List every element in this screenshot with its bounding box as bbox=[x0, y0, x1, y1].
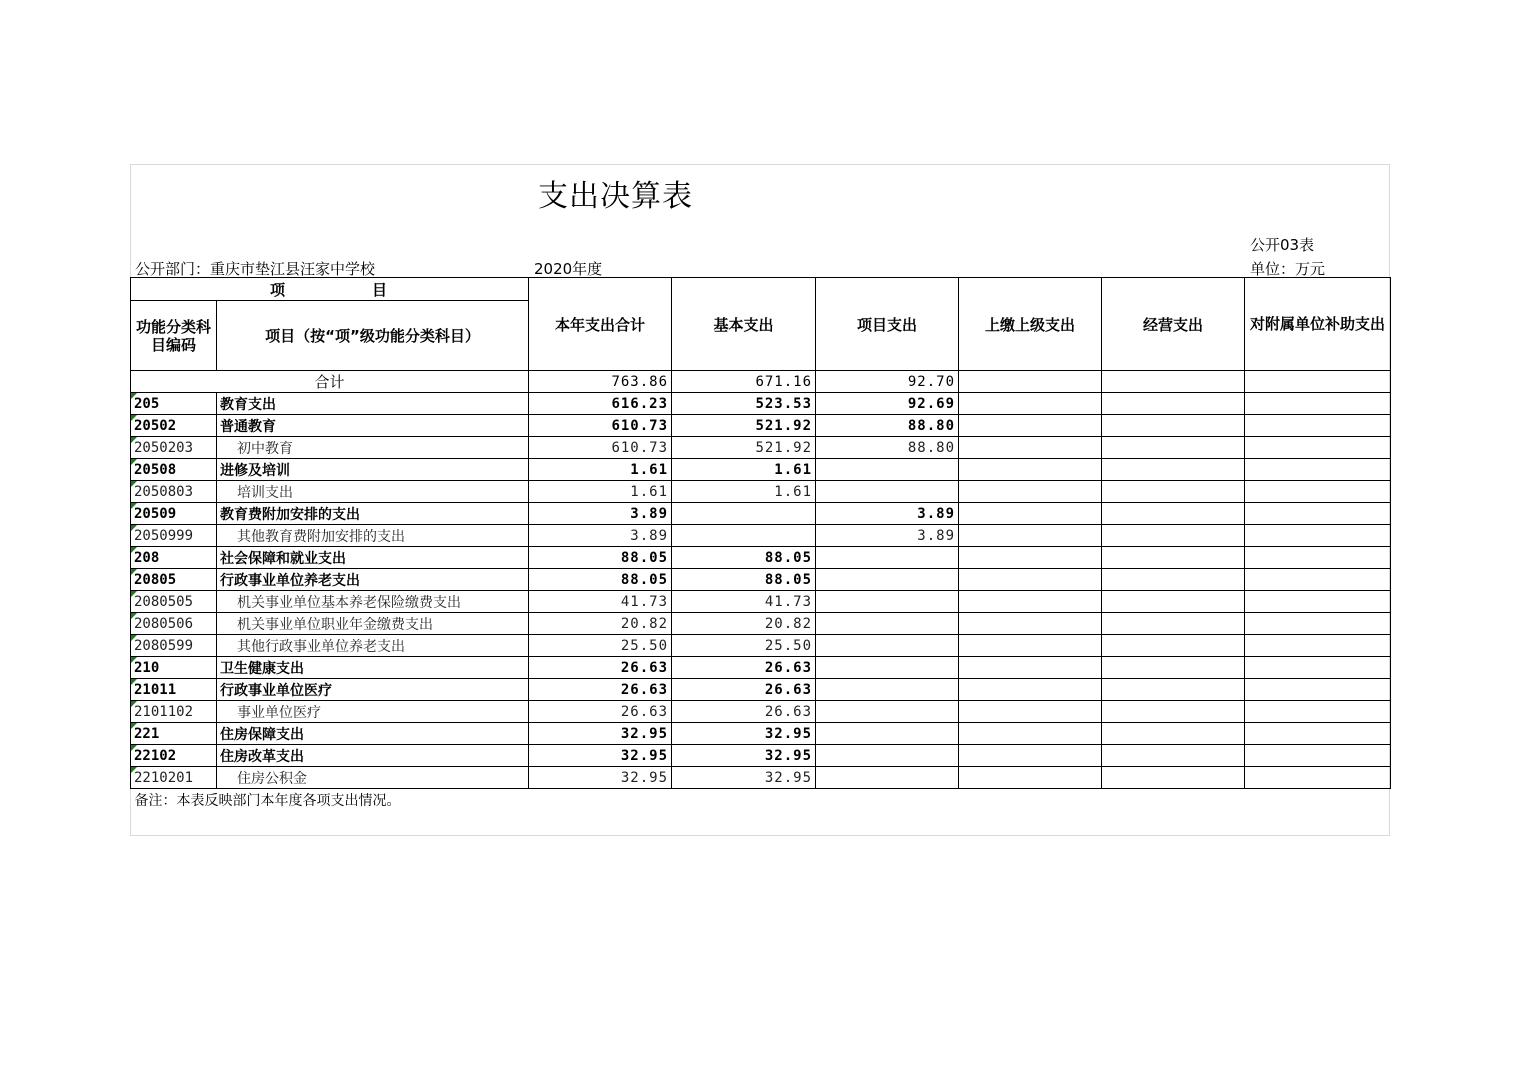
row-subsidy bbox=[1245, 657, 1391, 679]
row-basic bbox=[672, 525, 816, 547]
row-total: 3.89 bbox=[529, 525, 672, 547]
row-code bbox=[131, 547, 217, 569]
row-business bbox=[1102, 767, 1245, 789]
row-total: 26.63 bbox=[529, 679, 672, 701]
row-subsidy bbox=[1245, 547, 1391, 569]
form-number: 公开03表 bbox=[1250, 236, 1315, 254]
row-business bbox=[1102, 481, 1245, 503]
row-code bbox=[131, 415, 217, 437]
row-project bbox=[816, 459, 959, 481]
row-code-text: 2050203 bbox=[134, 439, 194, 456]
row-name: 住房保障支出 bbox=[217, 723, 529, 745]
row-project bbox=[816, 657, 959, 679]
row-basic: 521.92 bbox=[672, 437, 816, 459]
row-project bbox=[816, 701, 959, 723]
row-upper bbox=[959, 591, 1102, 613]
row-subsidy bbox=[1245, 635, 1391, 657]
row-project: 3.89 bbox=[816, 503, 959, 525]
row-code bbox=[131, 613, 217, 635]
row-project bbox=[816, 613, 959, 635]
row-basic: 20.82 bbox=[672, 613, 816, 635]
row-code-text: 2080506 bbox=[134, 615, 194, 632]
row-business bbox=[1102, 723, 1245, 745]
row-code bbox=[131, 701, 217, 723]
row-code-text: 205 bbox=[134, 395, 160, 412]
row-subsidy bbox=[1245, 415, 1391, 437]
row-project bbox=[816, 745, 959, 767]
table-row bbox=[131, 591, 1391, 613]
row-total: 41.73 bbox=[529, 591, 672, 613]
row-basic: 32.95 bbox=[672, 745, 816, 767]
row-subsidy bbox=[1245, 503, 1391, 525]
row-total: 1.61 bbox=[529, 481, 672, 503]
row-name: 普通教育 bbox=[217, 415, 529, 437]
row-code-text: 2101102 bbox=[134, 703, 194, 720]
cell-marker-icon bbox=[131, 481, 137, 487]
row-business bbox=[1102, 569, 1245, 591]
row-code bbox=[131, 723, 217, 745]
row-code bbox=[131, 569, 217, 591]
row-code-text: 221 bbox=[134, 725, 160, 742]
row-code-text: 2210201 bbox=[134, 769, 194, 786]
row-upper bbox=[959, 745, 1102, 767]
row-total: 32.95 bbox=[529, 745, 672, 767]
row-business bbox=[1102, 415, 1245, 437]
table-note: 备注：本表反映部门本年度各项支出情况。 bbox=[131, 789, 1391, 811]
row-code-text: 20509 bbox=[134, 505, 177, 522]
row-upper bbox=[959, 525, 1102, 547]
row-code bbox=[131, 525, 217, 547]
total-upper bbox=[959, 371, 1102, 393]
row-name: 住房改革支出 bbox=[217, 745, 529, 767]
row-total: 20.82 bbox=[529, 613, 672, 635]
row-business bbox=[1102, 679, 1245, 701]
cell-marker-icon bbox=[131, 701, 137, 707]
cell-marker-icon bbox=[131, 591, 137, 597]
row-project: 88.80 bbox=[816, 437, 959, 459]
row-subsidy bbox=[1245, 723, 1391, 745]
total-business bbox=[1102, 371, 1245, 393]
row-basic: 88.05 bbox=[672, 547, 816, 569]
row-basic: 26.63 bbox=[672, 679, 816, 701]
total-basic: 671.16 bbox=[672, 371, 816, 393]
row-subsidy bbox=[1245, 679, 1391, 701]
row-name: 培训支出 bbox=[217, 481, 529, 503]
table-row bbox=[131, 547, 1391, 569]
row-business bbox=[1102, 525, 1245, 547]
header-name: 项目（按“项”级功能分类科目） bbox=[217, 301, 529, 371]
row-code bbox=[131, 657, 217, 679]
row-name: 住房公积金 bbox=[217, 767, 529, 789]
table-row bbox=[131, 745, 1391, 767]
row-code bbox=[131, 437, 217, 459]
row-total: 26.63 bbox=[529, 701, 672, 723]
cell-marker-icon bbox=[131, 525, 137, 531]
row-name: 教育费附加安排的支出 bbox=[217, 503, 529, 525]
table-row bbox=[131, 613, 1391, 635]
row-total: 88.05 bbox=[529, 569, 672, 591]
cell-marker-icon bbox=[131, 393, 137, 399]
row-code-text: 208 bbox=[134, 549, 160, 566]
total-label: 合计 bbox=[131, 371, 529, 393]
total-project: 92.70 bbox=[816, 371, 959, 393]
page-title: 支出决算表 bbox=[538, 179, 693, 214]
row-basic: 88.05 bbox=[672, 569, 816, 591]
row-code bbox=[131, 459, 217, 481]
row-project bbox=[816, 679, 959, 701]
cell-marker-icon bbox=[131, 613, 137, 619]
table-row bbox=[131, 525, 1391, 547]
row-code-text: 2080599 bbox=[134, 637, 194, 654]
row-code-text: 21011 bbox=[134, 681, 177, 698]
row-basic: 25.50 bbox=[672, 635, 816, 657]
row-subsidy bbox=[1245, 459, 1391, 481]
table-row bbox=[131, 657, 1391, 679]
row-business bbox=[1102, 503, 1245, 525]
row-basic: 523.53 bbox=[672, 393, 816, 415]
cell-marker-icon bbox=[131, 745, 137, 751]
row-business bbox=[1102, 701, 1245, 723]
row-subsidy bbox=[1245, 745, 1391, 767]
row-upper bbox=[959, 415, 1102, 437]
cell-marker-icon bbox=[131, 723, 137, 729]
expenditure-table bbox=[130, 277, 1391, 811]
cell-marker-icon bbox=[131, 767, 137, 773]
row-code-text: 2050999 bbox=[134, 527, 194, 544]
row-name: 卫生健康支出 bbox=[217, 657, 529, 679]
header-basic: 基本支出 bbox=[672, 278, 816, 371]
row-basic: 32.95 bbox=[672, 723, 816, 745]
row-upper bbox=[959, 437, 1102, 459]
row-business bbox=[1102, 459, 1245, 481]
row-name: 教育支出 bbox=[217, 393, 529, 415]
row-subsidy bbox=[1245, 525, 1391, 547]
cell-marker-icon bbox=[131, 437, 137, 443]
row-basic: 1.61 bbox=[672, 481, 816, 503]
row-total: 610.73 bbox=[529, 437, 672, 459]
row-name: 社会保障和就业支出 bbox=[217, 547, 529, 569]
row-name: 机关事业单位基本养老保险缴费支出 bbox=[217, 591, 529, 613]
cell-marker-icon bbox=[131, 679, 137, 685]
row-business bbox=[1102, 547, 1245, 569]
table-row bbox=[131, 459, 1391, 481]
cell-marker-icon bbox=[131, 503, 137, 509]
row-basic: 1.61 bbox=[672, 459, 816, 481]
header-total: 本年支出合计 bbox=[529, 278, 672, 371]
row-basic bbox=[672, 503, 816, 525]
unit-label: 单位：万元 bbox=[1250, 260, 1326, 278]
row-upper bbox=[959, 635, 1102, 657]
row-name: 机关事业单位职业年金缴费支出 bbox=[217, 613, 529, 635]
table-row bbox=[131, 701, 1391, 723]
cell-marker-icon bbox=[131, 547, 137, 553]
row-project: 92.69 bbox=[816, 393, 959, 415]
row-total: 32.95 bbox=[529, 723, 672, 745]
table-row bbox=[131, 635, 1391, 657]
year-label: 2020年度 bbox=[534, 260, 603, 278]
row-business bbox=[1102, 437, 1245, 459]
row-upper bbox=[959, 613, 1102, 635]
row-upper bbox=[959, 393, 1102, 415]
row-code bbox=[131, 767, 217, 789]
row-subsidy bbox=[1245, 393, 1391, 415]
row-name: 行政事业单位养老支出 bbox=[217, 569, 529, 591]
row-upper bbox=[959, 503, 1102, 525]
row-basic: 26.63 bbox=[672, 657, 816, 679]
row-name: 其他教育费附加安排的支出 bbox=[217, 525, 529, 547]
cell-marker-icon bbox=[131, 415, 137, 421]
row-code-text: 20502 bbox=[134, 417, 177, 434]
row-upper bbox=[959, 569, 1102, 591]
row-code-text: 210 bbox=[134, 659, 160, 676]
row-subsidy bbox=[1245, 569, 1391, 591]
row-total: 1.61 bbox=[529, 459, 672, 481]
row-basic: 26.63 bbox=[672, 701, 816, 723]
header-upper: 上缴上级支出 bbox=[959, 278, 1102, 371]
row-code bbox=[131, 393, 217, 415]
row-total: 25.50 bbox=[529, 635, 672, 657]
row-total: 610.73 bbox=[529, 415, 672, 437]
row-project: 3.89 bbox=[816, 525, 959, 547]
table-row bbox=[131, 437, 1391, 459]
cell-marker-icon bbox=[131, 657, 137, 663]
row-subsidy bbox=[1245, 591, 1391, 613]
row-business bbox=[1102, 635, 1245, 657]
row-basic: 521.92 bbox=[672, 415, 816, 437]
row-business bbox=[1102, 745, 1245, 767]
cell-marker-icon bbox=[131, 459, 137, 465]
row-business bbox=[1102, 613, 1245, 635]
table-row bbox=[131, 481, 1391, 503]
row-code bbox=[131, 679, 217, 701]
row-code-text: 20508 bbox=[134, 461, 177, 478]
row-name: 其他行政事业单位养老支出 bbox=[217, 635, 529, 657]
row-name: 事业单位医疗 bbox=[217, 701, 529, 723]
department-label: 公开部门：重庆市垫江县汪家中学校 bbox=[135, 260, 376, 278]
row-code bbox=[131, 481, 217, 503]
header-business: 经营支出 bbox=[1102, 278, 1245, 371]
row-upper bbox=[959, 481, 1102, 503]
table-row bbox=[131, 679, 1391, 701]
row-total: 32.95 bbox=[529, 767, 672, 789]
row-project bbox=[816, 591, 959, 613]
row-upper bbox=[959, 723, 1102, 745]
total-subsidy bbox=[1245, 371, 1391, 393]
table-row bbox=[131, 723, 1391, 745]
row-subsidy bbox=[1245, 481, 1391, 503]
row-name: 进修及培训 bbox=[217, 459, 529, 481]
table-row bbox=[131, 569, 1391, 591]
row-subsidy bbox=[1245, 701, 1391, 723]
row-upper bbox=[959, 657, 1102, 679]
row-code bbox=[131, 635, 217, 657]
row-name: 初中教育 bbox=[217, 437, 529, 459]
row-upper bbox=[959, 767, 1102, 789]
row-project: 88.80 bbox=[816, 415, 959, 437]
header-project: 项目支出 bbox=[816, 278, 959, 371]
row-basic: 32.95 bbox=[672, 767, 816, 789]
row-subsidy bbox=[1245, 767, 1391, 789]
row-name: 行政事业单位医疗 bbox=[217, 679, 529, 701]
row-upper bbox=[959, 547, 1102, 569]
row-code-text: 2050803 bbox=[134, 483, 194, 500]
total-row bbox=[131, 371, 1391, 393]
row-code bbox=[131, 503, 217, 525]
spreadsheet-page bbox=[130, 164, 1390, 836]
header-subsidy: 对附属单位补助支出 bbox=[1245, 278, 1391, 371]
row-project bbox=[816, 767, 959, 789]
row-project bbox=[816, 635, 959, 657]
row-total: 88.05 bbox=[529, 547, 672, 569]
row-project bbox=[816, 481, 959, 503]
row-project bbox=[816, 569, 959, 591]
total-total: 763.86 bbox=[529, 371, 672, 393]
row-upper bbox=[959, 701, 1102, 723]
row-code-text: 2080505 bbox=[134, 593, 194, 610]
row-project bbox=[816, 723, 959, 745]
row-code bbox=[131, 591, 217, 613]
header-code: 功能分类科目编码 bbox=[131, 301, 217, 371]
cell-marker-icon bbox=[131, 569, 137, 575]
row-business bbox=[1102, 657, 1245, 679]
table-row bbox=[131, 393, 1391, 415]
row-total: 616.23 bbox=[529, 393, 672, 415]
row-upper bbox=[959, 459, 1102, 481]
row-code-text: 22102 bbox=[134, 747, 177, 764]
row-project bbox=[816, 547, 959, 569]
table-row bbox=[131, 415, 1391, 437]
row-total: 3.89 bbox=[529, 503, 672, 525]
row-subsidy bbox=[1245, 437, 1391, 459]
row-total: 26.63 bbox=[529, 657, 672, 679]
row-subsidy bbox=[1245, 613, 1391, 635]
header-project-group: 项 目 bbox=[131, 278, 529, 301]
row-code bbox=[131, 745, 217, 767]
row-upper bbox=[959, 679, 1102, 701]
row-basic: 41.73 bbox=[672, 591, 816, 613]
row-business bbox=[1102, 591, 1245, 613]
row-code-text: 20805 bbox=[134, 571, 177, 588]
row-business bbox=[1102, 393, 1245, 415]
table-row bbox=[131, 767, 1391, 789]
table-row bbox=[131, 503, 1391, 525]
cell-marker-icon bbox=[131, 635, 137, 641]
